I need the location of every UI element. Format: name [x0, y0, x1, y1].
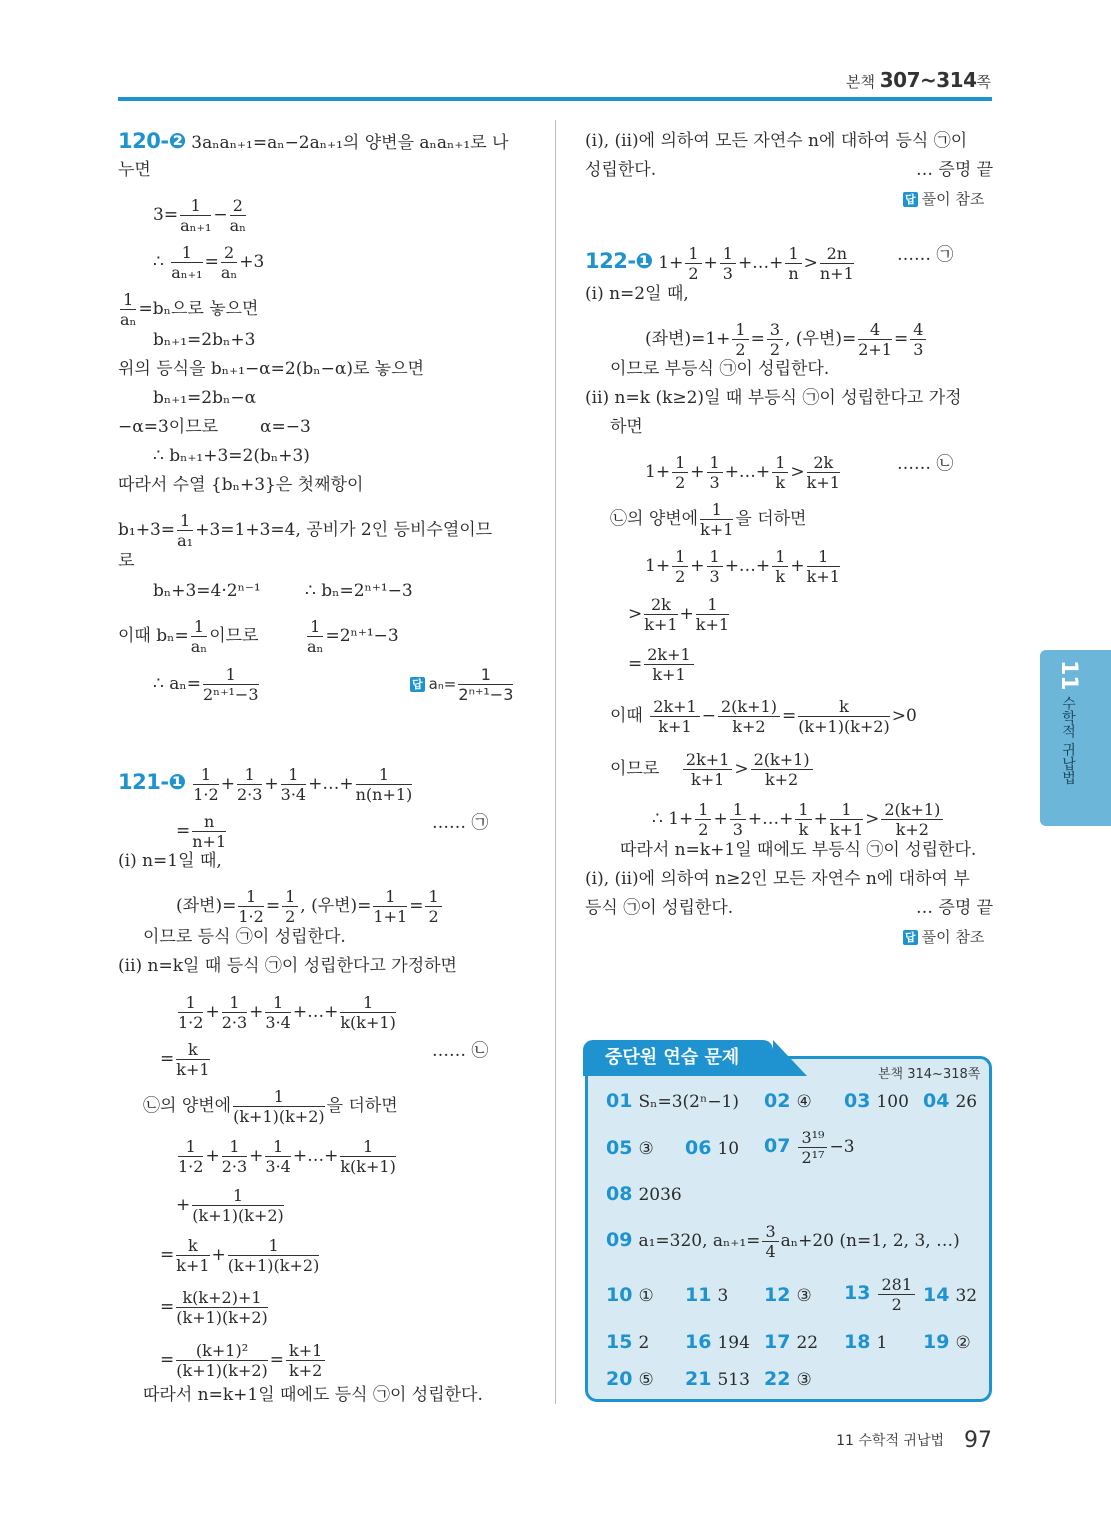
header-rule [118, 97, 992, 101]
p120-line7: 위의 등식을 bₙ₊₁−α=2(bₙ−α)로 놓으면 [118, 359, 425, 379]
answer-tag: 답 [905, 193, 916, 206]
p122-line14: 따라서 n=k+1일 때에도 부등식 ㉠이 성립한다. [620, 840, 977, 860]
review-reference: 본책 314~318쪽 [878, 1067, 981, 1082]
p122-line6: 하면 [610, 417, 643, 437]
page-footer: 11 수학적 귀납법 97 [836, 1428, 992, 1453]
review-item: 14 32 [923, 1284, 978, 1306]
p121-line12: = $\frac{k(k+2)+1}{(k+1)(k+2)}$ [160, 1288, 268, 1327]
p122-line10: = $\frac{2k+1}{k+1}$ [628, 645, 696, 684]
review-item: 04 26 [923, 1090, 978, 1112]
p121-line8: = $\frac{k}{k+1}$ [160, 1040, 210, 1079]
answer-tag: 답 [905, 931, 916, 944]
column-divider [555, 120, 556, 1404]
p122-answer: 답 풀이 참조 [905, 928, 985, 946]
p120-eq8: ∴ bₙ=2ⁿ⁺¹−3 [305, 581, 413, 601]
p120-eq5: bₙ₊₁=2bₙ−α [153, 388, 257, 408]
chapter-side-tab [1040, 650, 1111, 826]
p120-answer: 답 aₙ= $\frac{1}{\text{2ⁿ⁺¹−3}}$ [412, 665, 514, 704]
p121-line9: ㉡의 양변에 $\frac{1}{(k+1)(k+2)}$ 을 더하면 [143, 1087, 398, 1126]
p122-line9b: > $\frac{2k}{k+1}$ + $\frac{1}{k+1}$ [628, 595, 730, 634]
p120-eq4: bₙ₊₁=2bₙ+3 [153, 330, 256, 350]
chapter-number: 11 [1056, 660, 1081, 691]
p122-line8: ㉡의 양변에 $\frac{1}{k+1}$ 을 더하면 [610, 500, 807, 539]
p121-line14: 따라서 n=k+1일 때에도 등식 ㉠이 성립한다. [143, 1385, 483, 1405]
review-item: 10 ① [606, 1284, 654, 1306]
review-item: 12 ③ [764, 1284, 812, 1306]
review-item: 18 1 [844, 1331, 888, 1353]
p122-line1: 122-❶ 1+ $\frac{1}{2}$ + $\frac{1}{3}$ +…+ $\frac{1}{n}$ > $\frac{2n}{n+1}$ [585, 244, 854, 283]
page-range: 307~314 [879, 68, 977, 92]
r-line1: (ⅰ), (ⅱ)에 의하여 모든 자연수 n에 대하여 등식 ㉠이 [585, 131, 968, 151]
p120-eq2: ∴ $\frac{1}{\text{aₙ₊₁}}$ = $\frac{2}{\text{aₙ}}$ +3 [153, 243, 265, 282]
p120-line1: 120-❷ 3aₙaₙ₊₁=aₙ−2aₙ₊₁의 양변을 aₙaₙ₊₁로 나 [118, 129, 509, 153]
review-item: 02 ④ [764, 1090, 812, 1112]
p120-line11: 따라서 수열 {bₙ+3}은 첫째항이 [118, 475, 364, 495]
p122-line16: 등식 ㉠이 성립한다. [585, 898, 734, 918]
p122-line2: (ⅰ) n=2일 때, [585, 284, 689, 304]
answer-tag: 답 [412, 678, 423, 691]
p121-line2: = $\frac{n}{n+1}$ [176, 812, 227, 851]
p122-line13: ∴ 1+ $\frac{1}{2}$ + $\frac{1}{3}$ +…+ $\frac{1}{k}$ + $\frac{1}{k+1}$ > $\frac{2(k+1)}{k+2}$ [652, 800, 945, 839]
p122-line7: 1+ $\frac{1}{2}$ + $\frac{1}{3}$ +…+ $\frac{1}{k}$ > $\frac{2k}{k+1}$ [645, 453, 840, 492]
p121-line10: $\frac{1}{1\cdot 2}$ + $\frac{1}{2\cdot 3}$ + $\frac{1}{3\cdot 4}$ +…+ $\frac{1}{k(k+1)}$ [178, 1137, 396, 1176]
review-item: 21 513 [685, 1368, 750, 1390]
chapter-label: 수학적 귀납법 [1060, 696, 1076, 785]
p121-line11b: = $\frac{k}{k+1}$ + $\frac{1}{(k+1)(k+2)}$ [160, 1236, 320, 1275]
p121-line1: 121-❶ $\frac{1}{1\cdot 2}$ + $\frac{1}{2\cdot 3}$ + $\frac{1}{3\cdot 4}$ +…+ $\frac{1}{n(n+1)}$ [118, 765, 413, 804]
review-item: 07 $\frac{\text{3¹⁹}}{\text{2¹⁷}}$ −3 [764, 1128, 855, 1167]
problem-122-number: 122-❶ [585, 249, 653, 273]
p120-line15c: $\frac{1}{\text{aₙ}}$ =2ⁿ⁺¹−3 [307, 617, 399, 656]
p121-line4: (좌변)= $\frac{1}{1\cdot 2}$ = $\frac{1}{2}$ , (우변)= $\frac{1}{1+1}$ = $\frac{1}{2}$ [176, 887, 444, 926]
p122-line15: (ⅰ), (ⅱ)에 의하여 n≥2인 모든 자연수 n에 대하여 부 [585, 869, 970, 889]
r-line2: 성립한다. [585, 160, 657, 180]
review-item: 22 ③ [764, 1368, 812, 1390]
p121-line3: (ⅰ) n=1일 때, [118, 851, 222, 871]
review-item: 01 Sₙ=3(2ⁿ−1) [606, 1090, 740, 1112]
review-item: 13 $\frac{281}{2}$ [844, 1275, 917, 1314]
p120-line9b: α=−3 [260, 417, 311, 437]
review-item: 06 10 [685, 1137, 740, 1159]
p121-line7: $\frac{1}{1\cdot 2}$ + $\frac{1}{2\cdot 3}$ + $\frac{1}{3\cdot 4}$ +…+ $\frac{1}{k(k+1)}$ [178, 993, 396, 1032]
p121-marker1: …… ㉠ [432, 813, 489, 833]
review-item: 11 3 [685, 1284, 729, 1306]
review-item: 05 ③ [606, 1137, 654, 1159]
p120-eq7: bₙ+3=4·2ⁿ⁻¹ [153, 581, 261, 601]
p120-line2: 누면 [118, 160, 151, 180]
p120-eq1: 3= $\frac{1}{\text{aₙ₊₁}}$ − $\frac{2}{\text{aₙ}}$ [153, 196, 247, 235]
review-item: 03 100 [844, 1090, 909, 1112]
p122-line12: 이므로 $\frac{2k+1}{k+1}$ > $\frac{2(k+1)}{k+2}$ [610, 750, 815, 789]
review-item: 19 ② [923, 1331, 971, 1353]
r-proof-end: … 증명 끝 [916, 160, 994, 180]
p120-line12: b₁+3= $\frac{1}{\text{a₁}}$ +3=1+3=4, 공비가 2인 등비수열이므 [118, 511, 493, 550]
p122-line4: 이므로 부등식 ㉠이 성립한다. [610, 359, 830, 379]
review-item: 15 2 [606, 1331, 650, 1353]
review-item: 09 a₁=320, aₙ₊₁= $\frac{3}{4}$ aₙ+20 (n=1, 2, 3, …) [606, 1222, 960, 1261]
p122-marker1: …… ㉠ [897, 245, 954, 265]
p122-marker2: …… ㉡ [897, 454, 954, 474]
p120-line15: 이때 bₙ= $\frac{1}{\text{aₙ}}$ 이므로 [118, 617, 259, 656]
p122-line11: 이때 $\frac{2k+1}{k+1}$ − $\frac{2(k+1)}{k+2}$ = $\frac{k}{(k+1)(k+2)}$ >0 [610, 697, 917, 736]
review-title: 중단원 연습 문제 [583, 1040, 773, 1076]
p120-eq6: ∴ bₙ₊₁+3=2(bₙ+3) [153, 446, 310, 466]
p120-eq3: $\frac{1}{\text{aₙ}}$ =bₙ으로 놓으면 [120, 290, 259, 329]
review-item: 20 ⑤ [606, 1368, 654, 1390]
p121-marker2: …… ㉡ [432, 1041, 489, 1061]
page-header: 본책 307~314쪽 [845, 68, 991, 92]
p120-line9a: −α=3이므로 [118, 417, 219, 437]
review-item: 16 194 [685, 1331, 750, 1353]
p122-line5: (ⅱ) n=k (k≥2)일 때 부등식 ㉠이 성립한다고 가정 [585, 388, 962, 408]
review-item: 17 22 [764, 1331, 819, 1353]
page-number: 97 [964, 1428, 992, 1453]
p121-line13: = $\frac{\text{(k+1)²}}{(k+1)(k+2)}$ = $\frac{k+1}{k+2}$ [160, 1341, 327, 1380]
review-item: 08 2036 [606, 1183, 682, 1205]
p120-result: ∴ aₙ= $\frac{1}{\text{2ⁿ⁺¹−3}}$ [153, 665, 259, 704]
p122-line3: (좌변)=1+ $\frac{1}{2}$ = $\frac{3}{2}$ , (우변)= $\frac{4}{2+1}$ = $\frac{4}{3}$ [645, 320, 928, 359]
p122-proof-end: … 증명 끝 [916, 898, 994, 918]
p121-line6: (ⅱ) n=k일 때 등식 ㉠이 성립한다고 가정하면 [118, 956, 457, 976]
p120-line13: 로 [118, 551, 135, 571]
p121-line5: 이므로 등식 ㉠이 성립한다. [143, 927, 346, 947]
problem-120-number: 120-❷ [118, 129, 186, 153]
p122-line9: 1+ $\frac{1}{2}$ + $\frac{1}{3}$ +…+ $\frac{1}{k}$ + $\frac{1}{k+1}$ [645, 547, 840, 586]
p121-line11: + $\frac{1}{(k+1)(k+2)}$ [176, 1186, 284, 1225]
problem-121-number: 121-❶ [118, 770, 186, 794]
r-answer: 답 풀이 참조 [905, 190, 985, 208]
